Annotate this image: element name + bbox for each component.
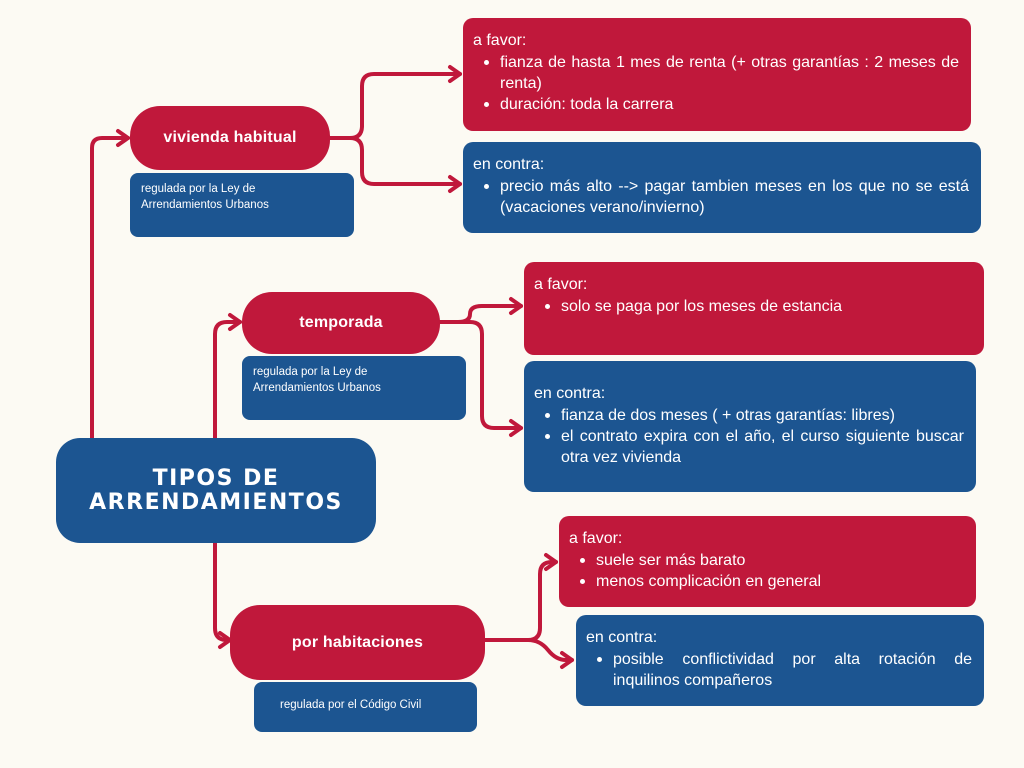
contra-card-temporada bbox=[524, 361, 976, 492]
favor-card-temporada bbox=[524, 262, 984, 355]
card-heading: en contra: bbox=[586, 629, 658, 646]
list-item: fianza de hasta 1 mes de renta (+ otras garantías : 2 meses de renta) bbox=[500, 54, 959, 92]
connector-root-vivienda bbox=[92, 138, 128, 438]
list-item: menos complicación en general bbox=[596, 571, 964, 592]
contra-card-habitaciones bbox=[576, 615, 984, 706]
card-heading: en contra: bbox=[473, 156, 545, 173]
branch-vivienda-habitual: vivienda habitual bbox=[130, 106, 330, 170]
contra-card-vivienda bbox=[463, 142, 981, 233]
card-heading: a favor: bbox=[473, 32, 527, 49]
list-item: precio más alto --> pagar tambien meses en los que no se está (vacaciones verano/invierno) bbox=[500, 178, 969, 216]
card-heading: a favor: bbox=[534, 276, 588, 293]
regulation-note-temporada: regulada por la Ley de Arrendamientos Urbanos bbox=[242, 356, 466, 420]
connector-habitaciones-contra bbox=[485, 640, 572, 660]
connector-root-temporada bbox=[215, 322, 240, 438]
branch-por-habitaciones: por habitaciones bbox=[230, 605, 485, 680]
list-item: solo se paga por los meses de estancia bbox=[561, 296, 972, 317]
favor-card-vivienda bbox=[463, 18, 971, 131]
list-item: suele ser más barato bbox=[596, 550, 964, 571]
connector-temporada-favor bbox=[440, 306, 521, 322]
connector-habitaciones-favor bbox=[485, 562, 556, 640]
regulation-note-vivienda: regulada por la Ley de Arrendamientos Urbanos bbox=[130, 173, 354, 237]
regulation-note-habitaciones: regulada por el Código Civil bbox=[254, 682, 477, 732]
branch-temporada: temporada bbox=[242, 292, 440, 354]
favor-card-habitaciones bbox=[559, 516, 976, 607]
connector-root-habitaciones bbox=[215, 543, 229, 640]
list-item: duración: toda la carrera bbox=[500, 94, 959, 115]
list-item: posible conflictividad por alta rotación de inquilinos compañeros bbox=[613, 651, 972, 689]
connector-vivienda-favor bbox=[330, 74, 460, 138]
card-heading: a favor: bbox=[569, 530, 623, 547]
list-item: el contrato expira con el año, el curso siguiente buscar otra vez vivienda bbox=[561, 428, 964, 466]
card-heading: en contra: bbox=[534, 385, 606, 402]
central-title: TIPOS DE ARRENDAMIENTOS bbox=[56, 438, 376, 543]
list-item: fianza de dos meses ( + otras garantías: libres) bbox=[561, 405, 964, 426]
